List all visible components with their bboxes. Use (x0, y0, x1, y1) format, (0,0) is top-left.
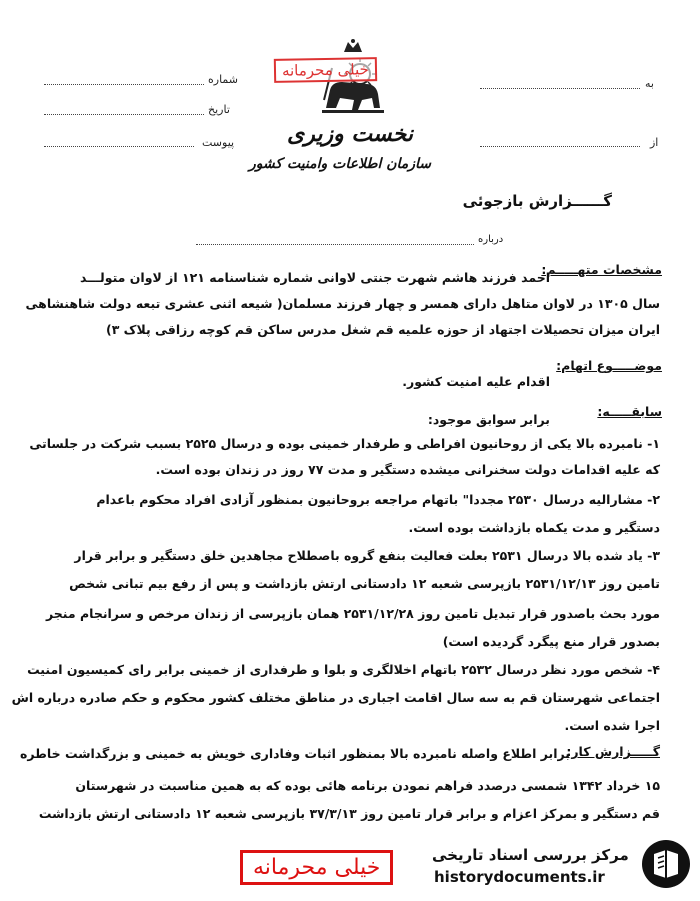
record-line: اجتماعی شهرستان قم به سه سال اقامت اجباری در مناطق مختلف کشور محکوم و حکم صادره درباره اش (11, 690, 660, 705)
subject-line (196, 244, 474, 245)
charge-label: موضـــــوع اتهام: (556, 358, 662, 373)
number-line (44, 84, 204, 85)
to-label: به (645, 77, 654, 90)
summary-line: برابر اطلاع واصله نامبرده بالا بمنظور اثبات وفاداری خویش به خمینی و بزرگداشت خاطره (19, 746, 570, 761)
record-line: ۴- شخص مورد نظر درسال ۲۵۳۲ باتهام اخلالگری و بلوا و طرفداری از خمینی برابر رای کمیسیون امنیت (27, 662, 660, 677)
identity-line: سال ۱۳۰۵ در لاوان متاهل دارای همسر و چهار فرزند مسلمان( شیعه اثنی عشری تبعه دولت شاهنشاهی (25, 296, 660, 311)
to-line (480, 88, 640, 89)
date-line (44, 114, 204, 115)
summary-line: ۱۵ خرداد ۱۳۴۲ شمسی درصدد فراهم نمودن برنامه هائی بوده که به همین مناسبت در شهرستان (75, 778, 660, 793)
identity-line: ایران میزان تحصیلات اجتهاد از حوزه علمیه قم شغل مدرس ساکن قم کوچه رزاقی پلاک ۳) (105, 322, 660, 337)
record-line: دستگیر و مدت یکماه بازداشت بوده است. (408, 520, 660, 535)
record-line: ۲- مشارالیه درسال ۲۵۳۰ مجددا" باتهام مراجعه بروحانیون بمنظور آزادی افراد محکوم باعدام (96, 492, 660, 507)
identity-line: احمد فرزند هاشم شهرت جنتی لاوانی شماره شناسنامه ۱۲۱ از لاوان متولـــد (80, 270, 550, 285)
attachment-label: پیوست (202, 136, 235, 149)
record-line: ۱- نامبرده بالا یکی از روحانیون افراطی و طرفدار خمینی بوده و درسال ۲۵۲۵ بسبب شرکت در جلساتی (29, 436, 660, 451)
report-title: گــــــزارش بازجوئی (462, 192, 612, 210)
org-subtitle: سازمان اطلاعات وامنیت کشور (248, 156, 432, 172)
from-label: از (650, 136, 659, 149)
subject-label: درباره (478, 234, 504, 245)
record-line: که علیه اقدامات دولت سخنرانی میشده دستگیر و مدت ۷۷ روز در زندان بوده است. (155, 462, 660, 477)
attachment-line (44, 146, 194, 147)
record-line: ۳- یاد شده بالا درسال ۲۵۳۱ بعلت فعالیت بنفع گروه باصطلاح مجاهدین خلق دستگیر و برابر قرار (74, 548, 660, 563)
record-label: سابقـــــه: (597, 404, 662, 419)
record-line: اجرا شده است. (564, 718, 660, 733)
watermark-title: مرکز بررسی اسناد تاریخی (432, 846, 629, 864)
header (0, 0, 700, 200)
classification-stamp-bottom: خیلی محرمانه (240, 850, 393, 885)
record-line: مورد بحث باصدور قرار تبدیل تامین روز ۲۵۳۱/۱۲/۲۸ همان بازپرسی از زندان مرخص و سرانجام منجر (45, 606, 660, 621)
record-line: تامین روز ۲۵۳۱/۱۲/۱۳ بازپرسی شعبه ۱۲ دادستانی ارتش بازداشت و پس از رفع بیم تبانی شخص (69, 576, 660, 591)
record-text: برابر سوابق موجود: (427, 412, 550, 427)
classification-stamp-top: خیلی محرمانه (274, 57, 377, 83)
charge-text: اقدام علیه امنیت کشور. (402, 374, 550, 389)
archive-logo-icon (640, 838, 692, 890)
record-line: بصدور قرار منع پیگرد گردیده است) (442, 634, 660, 649)
number-label: شماره (208, 73, 239, 86)
from-line (480, 146, 640, 147)
summary-label: گـــــزارش کار: (566, 744, 660, 759)
identity-label: مشخصات متهـــــم: (541, 262, 662, 277)
org-title: نخست وزیری (287, 122, 413, 147)
watermark-url: historydocuments.ir (434, 868, 605, 886)
summary-line: قم دستگیر و بمرکز اعزام و برابر قرار تامین روز ۳۷/۳/۱۳ بازپرسی شعبه ۱۲ دادستانی ارتش بازداشت (38, 806, 660, 821)
date-label: تاریخ (208, 103, 230, 116)
